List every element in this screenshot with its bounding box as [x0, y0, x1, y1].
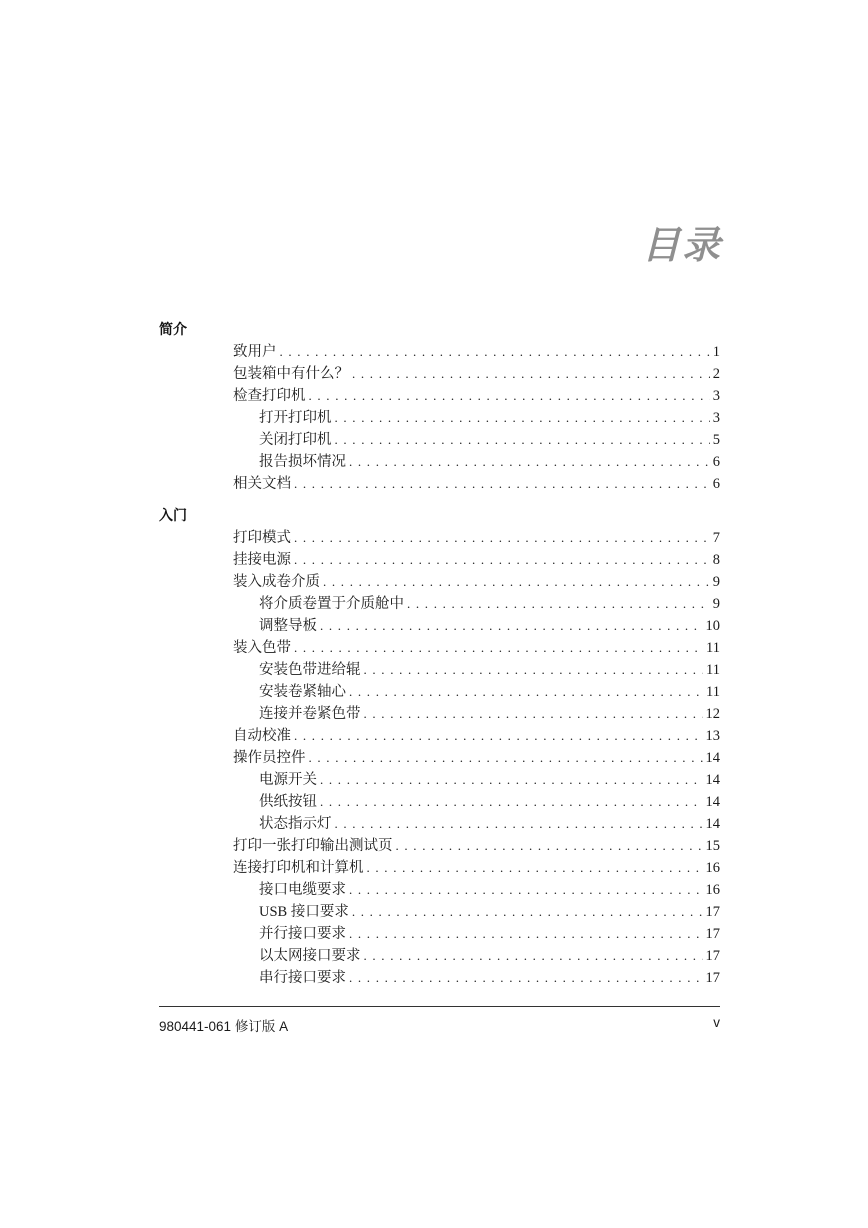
toc-entry[interactable] [159, 659, 720, 681]
section-entries [159, 341, 720, 495]
dot-leader [294, 549, 710, 571]
dot-leader [367, 857, 703, 879]
toc-entry[interactable] [159, 429, 720, 451]
toc-entry[interactable] [159, 857, 720, 879]
toc-entry-page-number: 11 [706, 662, 720, 678]
section-title: 简介 [159, 322, 187, 338]
toc-entry[interactable] [159, 363, 720, 385]
toc-entry[interactable] [159, 791, 720, 813]
toc-entry-label: 以太网接口要求 [259, 948, 361, 964]
footer-document-id: 980441-061 修订版 A [159, 1019, 289, 1034]
toc-entry-page-number: 12 [705, 706, 720, 722]
toc-entry-label: 致用户 [233, 344, 277, 360]
toc-entry[interactable] [159, 725, 720, 747]
toc-entry-page-number: 16 [705, 882, 720, 898]
toc-entry-page-number: 15 [705, 838, 720, 854]
dot-leader [364, 659, 704, 681]
toc-entry-page-number: 6 [712, 476, 720, 492]
dot-leader [349, 681, 703, 703]
toc-entry-page-number: 16 [705, 860, 720, 876]
toc-entry-page-number: 17 [705, 904, 720, 920]
toc-entry[interactable] [159, 901, 720, 923]
page-title: 目录 [641, 222, 722, 267]
toc-entry-label: 安装卷紧轴心 [259, 684, 346, 700]
toc-entry-page-number: 3 [712, 410, 720, 426]
toc-section [159, 505, 720, 989]
dot-leader [323, 571, 710, 593]
dot-leader [335, 813, 703, 835]
toc-entry-page-number: 14 [705, 772, 720, 788]
dot-leader [294, 637, 703, 659]
toc-entry-label: 连接打印机和计算机 [233, 860, 364, 876]
toc-entry-page-number: 17 [705, 926, 720, 942]
dot-leader [335, 429, 710, 451]
section-entries [159, 527, 720, 989]
dot-leader [349, 967, 703, 989]
table-of-contents [159, 319, 720, 999]
toc-entry-label: 相关文档 [233, 476, 291, 492]
toc-entry-label: 自动校准 [233, 728, 291, 744]
toc-entry-label: 并行接口要求 [259, 926, 346, 942]
toc-entry[interactable] [159, 549, 720, 571]
toc-entry-page-number: 17 [705, 948, 720, 964]
toc-entry[interactable] [159, 835, 720, 857]
toc-entry-label: 将介质卷置于介质舱中 [259, 596, 404, 612]
toc-entry[interactable] [159, 769, 720, 791]
toc-entry[interactable] [159, 813, 720, 835]
toc-entry-label: 打印模式 [233, 530, 291, 546]
toc-entry-label: 供纸按钮 [259, 794, 317, 810]
toc-entry-label: 串行接口要求 [259, 970, 346, 986]
toc-entry-label: 操作员控件 [233, 750, 306, 766]
toc-entry-page-number: 9 [712, 574, 720, 590]
toc-entry-label: 关闭打印机 [259, 432, 332, 448]
toc-entry[interactable] [159, 923, 720, 945]
dot-leader [349, 923, 703, 945]
dot-leader [280, 341, 710, 363]
toc-entry[interactable] [159, 615, 720, 637]
toc-entry-page-number: 2 [712, 366, 720, 382]
dot-leader [309, 747, 703, 769]
toc-entry[interactable] [159, 879, 720, 901]
toc-entry[interactable] [159, 637, 720, 659]
toc-entry-page-number: 11 [706, 640, 720, 656]
toc-entry-page-number: 14 [705, 816, 720, 832]
toc-entry-page-number: 1 [712, 344, 720, 360]
toc-entry[interactable] [159, 527, 720, 549]
toc-entry-label: 连接并卷紧色带 [259, 706, 361, 722]
toc-entry-label: 调整导板 [259, 618, 317, 634]
toc-entry[interactable] [159, 407, 720, 429]
dot-leader [320, 615, 703, 637]
toc-entry-label: 挂接电源 [233, 552, 291, 568]
toc-section [159, 319, 720, 495]
toc-entry[interactable] [159, 967, 720, 989]
toc-entry-page-number: 13 [705, 728, 720, 744]
footer-divider [159, 1006, 720, 1007]
footer-page-number: v [713, 1015, 720, 1030]
toc-entry[interactable] [159, 385, 720, 407]
dot-leader [320, 791, 703, 813]
toc-entry-page-number: 5 [712, 432, 720, 448]
toc-entry-page-number: 8 [712, 552, 720, 568]
toc-entry-page-number: 17 [705, 970, 720, 986]
toc-entry[interactable] [159, 341, 720, 363]
dot-leader [349, 879, 703, 901]
dot-leader [294, 473, 710, 495]
toc-entry-label: 接口电缆要求 [259, 882, 346, 898]
toc-entry-label: 安装色带进给辊 [259, 662, 361, 678]
dot-leader [349, 451, 710, 473]
toc-entry-label: 装入成卷介质 [233, 574, 320, 590]
dot-leader [320, 769, 703, 791]
dot-leader [364, 945, 703, 967]
toc-entry[interactable] [159, 451, 720, 473]
toc-entry-page-number: 14 [705, 750, 720, 766]
toc-entry-label: 打开打印机 [259, 410, 332, 426]
dot-leader [335, 407, 710, 429]
toc-entry[interactable] [159, 747, 720, 769]
dot-leader [396, 835, 703, 857]
dot-leader [309, 385, 710, 407]
toc-entry-label: 包装箱中有什么？ [233, 366, 349, 382]
dot-leader [294, 527, 710, 549]
toc-entry[interactable] [159, 945, 720, 967]
dot-leader [407, 593, 710, 615]
toc-entry-page-number: 7 [712, 530, 720, 546]
toc-entry-page-number: 6 [712, 454, 720, 470]
toc-entry-page-number: 10 [705, 618, 720, 634]
toc-entry-label: 打印一张打印输出测试页 [233, 838, 393, 854]
toc-entry[interactable] [159, 473, 720, 495]
dot-leader [294, 725, 703, 747]
toc-entry-label: 报告损坏情况 [259, 454, 346, 470]
toc-entry-page-number: 3 [712, 388, 720, 404]
toc-entry-label: 装入色带 [233, 640, 291, 656]
toc-entry-page-number: 11 [706, 684, 720, 700]
toc-entry[interactable] [159, 571, 720, 593]
toc-entry[interactable] [159, 703, 720, 725]
section-title: 入门 [159, 508, 187, 524]
toc-entry-label: 电源开关 [259, 772, 317, 788]
toc-entry-label: 状态指示灯 [259, 816, 332, 832]
toc-entry-page-number: 9 [712, 596, 720, 612]
dot-leader [352, 363, 710, 385]
dot-leader [364, 703, 703, 725]
toc-entry-label: 检查打印机 [233, 388, 306, 404]
toc-entry-page-number: 14 [705, 794, 720, 810]
toc-entry[interactable] [159, 681, 720, 703]
dot-leader [352, 901, 703, 923]
toc-entry-label: USB 接口要求 [259, 904, 349, 920]
toc-entry[interactable] [159, 593, 720, 615]
